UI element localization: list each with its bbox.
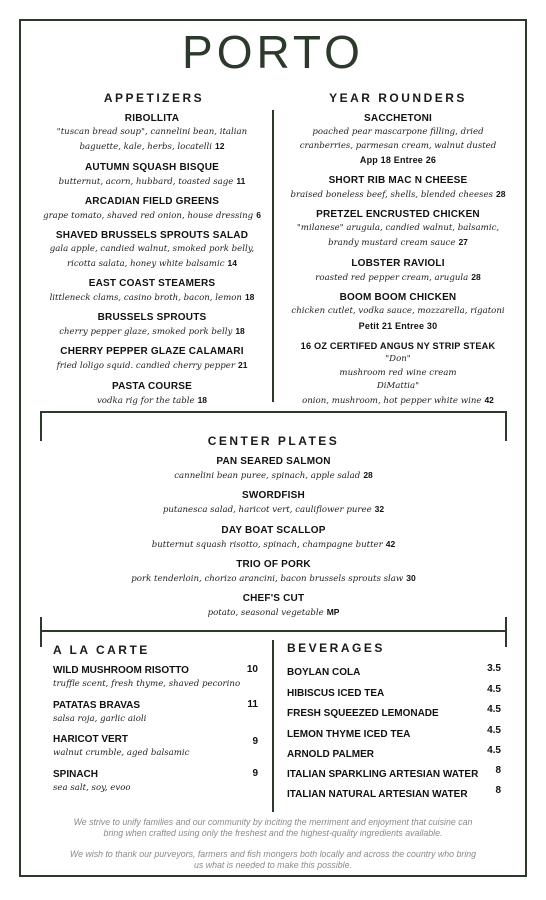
item-desc: baguette, kale, herbs, locatelli bbox=[79, 141, 213, 152]
item-price: 12 bbox=[215, 140, 225, 151]
a-la-carte-item bbox=[53, 768, 258, 795]
menu-item bbox=[36, 380, 268, 409]
bracket-right-bottom bbox=[505, 617, 507, 647]
menu-item bbox=[40, 592, 507, 621]
item-price: 8 bbox=[495, 785, 501, 796]
item-price: 4.5 bbox=[487, 704, 501, 715]
item-desc: fried loligo squid. candied cherry pepper bbox=[56, 361, 235, 371]
item-name: HIBISCUS ICED TEA bbox=[287, 688, 385, 699]
item-price: Petit 21 Entree 30 bbox=[358, 320, 438, 331]
mission-line: We strive to unify families and our community by inciting the merriment and enjoyment that cuisine can bbox=[73, 817, 473, 827]
a-la-carte-item bbox=[53, 733, 258, 760]
thanks-line: We wish to thank our purveyors, farmers and fish mongers both locally and across the country who bring bbox=[69, 849, 477, 859]
item-desc: vodka rig for the table bbox=[96, 396, 195, 406]
menu-item bbox=[278, 208, 518, 250]
item-name: EAST COAST STEAMERS bbox=[88, 278, 216, 289]
item-name: LEMON THYME ICED TEA bbox=[287, 729, 411, 740]
menu-item bbox=[36, 311, 268, 340]
item-price: 9 bbox=[252, 736, 258, 747]
item-price: 42 bbox=[385, 539, 396, 549]
item-name: ARNOLD PALMER bbox=[287, 749, 375, 760]
column-divider-bottom bbox=[272, 640, 274, 812]
item-price: 21 bbox=[237, 360, 248, 370]
item-desc: cranberries, parmesan cream, walnut dusted bbox=[299, 140, 497, 151]
mission-statement bbox=[36, 817, 510, 839]
item-desc: truffle scent, fresh thyme, shaved pecorino bbox=[53, 679, 241, 689]
a-la-carte-item bbox=[53, 699, 258, 726]
item-desc: sea salt, soy, evoo bbox=[53, 783, 131, 793]
item-desc: cherry pepper glaze, smoked pork belly bbox=[59, 327, 233, 337]
item-desc: potato, seasonal vegetable bbox=[207, 608, 324, 618]
item-price: 11 bbox=[236, 176, 246, 186]
item-desc: onion, mushroom, hot pepper white wine bbox=[302, 395, 482, 406]
menu-item bbox=[40, 455, 507, 484]
item-desc: grape tomato, shaved red onion, house dressing bbox=[43, 211, 254, 221]
item-desc: mushroom red wine cream bbox=[339, 367, 457, 378]
item-desc: salsa roja, garlic aioli bbox=[53, 714, 147, 724]
item-price: 27 bbox=[458, 236, 468, 247]
center-plates-bottom-rule bbox=[40, 630, 507, 632]
beverage-item bbox=[287, 724, 501, 738]
item-name: CHERRY PEPPER GLAZE CALAMARI bbox=[60, 346, 244, 357]
item-price: 3.5 bbox=[487, 663, 501, 674]
thanks-line: us what is needed to make this possible. bbox=[194, 860, 352, 870]
item-desc: butternut, acorn, hubbard, toasted sage bbox=[58, 177, 234, 187]
item-price: 28 bbox=[495, 189, 506, 199]
item-name: SPINACH bbox=[53, 769, 99, 780]
item-desc: littleneck clams, casino broth, bacon, lemon bbox=[49, 293, 242, 303]
item-price: App 18 Entree 26 bbox=[359, 155, 437, 165]
item-name: HARICOT VERT bbox=[53, 734, 128, 745]
item-name: 16 OZ CERTIFED ANGUS NY STRIP STEAK bbox=[300, 341, 496, 351]
item-price: 18 bbox=[235, 326, 245, 336]
menu-item bbox=[36, 345, 268, 374]
menu-item bbox=[278, 112, 518, 167]
item-desc: DiMattia" bbox=[376, 381, 420, 391]
item-price: 10 bbox=[246, 664, 258, 675]
menu-item bbox=[36, 229, 268, 271]
item-price: MP bbox=[326, 607, 340, 617]
item-desc: roasted red pepper cream, arugula bbox=[315, 273, 469, 283]
item-desc: "Don" bbox=[385, 354, 411, 364]
menu-item bbox=[278, 174, 518, 203]
item-name: BOYLAN COLA bbox=[287, 667, 361, 678]
thanks-statement bbox=[36, 849, 510, 871]
beverage-item bbox=[287, 703, 501, 717]
item-price: 14 bbox=[227, 257, 237, 268]
item-name: LOBSTER RAVIOLI bbox=[351, 258, 445, 269]
item-desc: braised boneless beef, shells, blended cheeses bbox=[290, 190, 493, 200]
item-name: PRETZEL ENCRUSTED CHICKEN bbox=[316, 209, 480, 220]
item-price: 9 bbox=[252, 768, 258, 779]
item-price: 6 bbox=[256, 210, 261, 220]
item-desc: brandy mustard cream sauce bbox=[328, 237, 456, 248]
item-name: RIBOLLITA bbox=[124, 113, 180, 124]
item-desc: ricotta salata, honey white balsamic bbox=[67, 258, 225, 269]
item-name: SWORDFISH bbox=[242, 490, 305, 501]
item-desc: butternut squash risotto, spinach, champagne butter bbox=[151, 540, 383, 550]
item-price: 28 bbox=[471, 272, 481, 282]
beverages-heading: BEVERAGES bbox=[287, 641, 385, 655]
item-name: ITALIAN NATURAL ARTESIAN WATER bbox=[287, 789, 468, 800]
column-divider-top bbox=[272, 110, 274, 402]
item-price: 4.5 bbox=[487, 684, 501, 695]
item-name: ITALIAN SPARKLING ARTESIAN WATER bbox=[287, 769, 479, 780]
a-la-carte-item bbox=[53, 664, 258, 691]
item-name: AUTUMN SQUASH BISQUE bbox=[84, 162, 219, 173]
item-price: 18 bbox=[197, 395, 208, 405]
item-price: 4.5 bbox=[487, 745, 501, 756]
menu-item bbox=[40, 489, 507, 518]
item-name: SACCHETONI bbox=[364, 113, 432, 124]
item-price: 28 bbox=[363, 470, 373, 480]
item-name: WILD MUSHROOM RISOTTO bbox=[53, 665, 189, 676]
menu-item bbox=[278, 291, 518, 333]
center-plates-top-rule bbox=[40, 411, 507, 413]
menu-item bbox=[36, 161, 268, 190]
item-name: SHAVED BRUSSELS SPROUTS SALAD bbox=[55, 230, 249, 241]
beverage-item bbox=[287, 744, 501, 758]
year-rounders-heading: YEAR ROUNDERS bbox=[329, 91, 467, 105]
a-la-carte-heading: A LA CARTE bbox=[53, 643, 150, 657]
beverage-item bbox=[287, 662, 501, 676]
item-price: 11 bbox=[247, 699, 258, 710]
beverage-item bbox=[287, 764, 501, 778]
item-name: CHEF'S CUT bbox=[242, 593, 305, 604]
center-plates-heading: CENTER PLATES bbox=[207, 434, 340, 448]
item-desc: cannelini bean puree, spinach, apple salad bbox=[174, 471, 361, 481]
menu-item bbox=[40, 524, 507, 553]
menu-item bbox=[40, 558, 507, 587]
item-desc: "milanese" arugula, candied walnut, balsamic, bbox=[296, 223, 500, 233]
beverage-item bbox=[287, 784, 501, 798]
item-name: FRESH SQUEEZED LEMONADE bbox=[287, 708, 439, 719]
menu-item bbox=[36, 112, 268, 154]
item-desc: chicken cutlet, vodka sauce, mozzarella, rigatoni bbox=[291, 306, 505, 316]
item-name: BRUSSELS SPROUTS bbox=[97, 312, 207, 323]
item-name: PATATAS BRAVAS bbox=[53, 700, 141, 711]
item-desc: poached pear mascarpone filling, dried bbox=[312, 127, 484, 137]
menu-item bbox=[278, 257, 518, 286]
item-name: PASTA COURSE bbox=[112, 381, 192, 392]
item-name: PAN SEARED SALMON bbox=[216, 456, 331, 467]
item-price: 32 bbox=[374, 504, 385, 514]
item-price: 42 bbox=[484, 394, 494, 405]
restaurant-name: PORTO bbox=[182, 26, 364, 78]
item-name: ARCADIAN FIELD GREENS bbox=[84, 196, 220, 207]
item-name: DAY BOAT SCALLOP bbox=[221, 525, 326, 536]
beverage-item bbox=[287, 683, 501, 697]
item-price: 30 bbox=[406, 573, 416, 583]
item-desc: pork tenderloin, chorizo arancini, bacon brussels sprouts slaw bbox=[131, 574, 404, 584]
item-name: TRIO OF PORK bbox=[236, 559, 311, 570]
item-desc: putanesca salad, haricot vert, cauliflower puree bbox=[162, 505, 372, 515]
item-price: 4.5 bbox=[487, 725, 501, 736]
item-price: 18 bbox=[244, 292, 255, 302]
mission-line: bring when crafted using only the freshest and the highest-quality ingredients available. bbox=[103, 828, 443, 838]
item-name: BOOM BOOM CHICKEN bbox=[339, 292, 457, 303]
menu-item bbox=[36, 277, 268, 306]
menu-item bbox=[278, 339, 518, 408]
item-desc: walnut crumble, aged balsamic bbox=[53, 748, 190, 758]
item-desc: gala apple, candied walnut, smoked pork belly, bbox=[49, 244, 255, 254]
item-name: SHORT RIB MAC N CHEESE bbox=[328, 175, 468, 186]
appetizers-heading: APPETIZERS bbox=[103, 91, 205, 105]
item-desc: "tuscan bread soup", cannelini bean, italian bbox=[56, 127, 248, 137]
item-price: 8 bbox=[495, 765, 501, 776]
menu-item bbox=[36, 195, 268, 224]
